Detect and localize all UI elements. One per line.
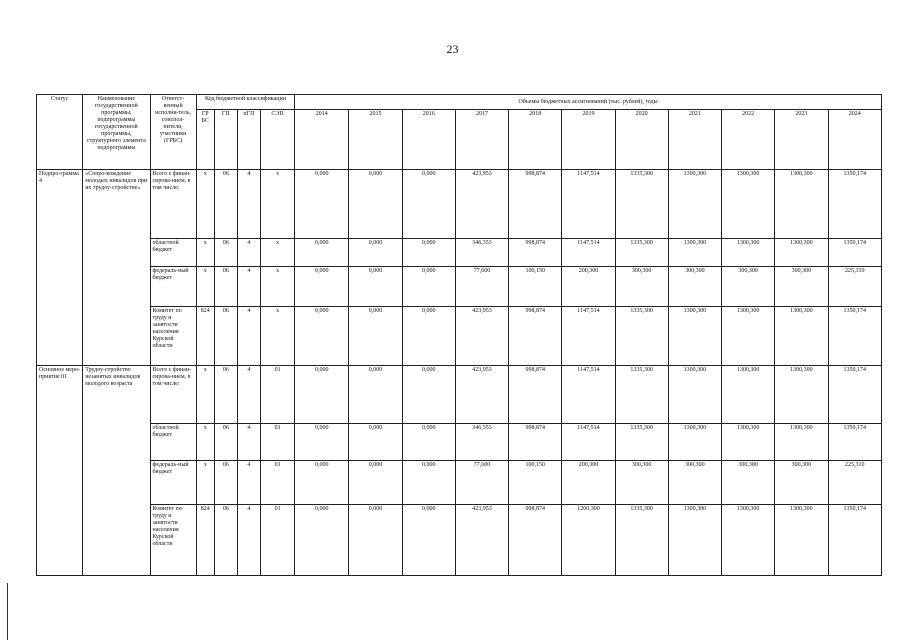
- row-value: 0,000: [402, 170, 455, 239]
- row-code: 4: [237, 238, 260, 266]
- row-value: 1350,174: [828, 424, 882, 460]
- row-value: 0,000: [402, 238, 455, 266]
- row-code: 06: [214, 238, 237, 266]
- block-status: Основное меро-приятие 01: [37, 365, 83, 575]
- row-code: х: [196, 460, 214, 504]
- table-row: [37, 307, 882, 366]
- row-value: 1300,300: [722, 424, 775, 460]
- header-year: 2014: [295, 110, 349, 170]
- row-value: 1147,514: [562, 307, 615, 366]
- row-value: 200,300: [562, 266, 615, 306]
- row-code: х: [260, 238, 294, 266]
- row-code: х: [196, 266, 214, 306]
- row-value: 998,874: [509, 307, 562, 366]
- row-value: 0,000: [349, 266, 402, 306]
- block-name: «Сопро-вождение молодых инвалидов при их трудоу-стройстве»: [83, 170, 150, 366]
- row-value: 1300,300: [775, 424, 828, 460]
- row-value: 423,953: [455, 170, 508, 239]
- row-value: 998,874: [509, 170, 562, 239]
- row-value: 1350,174: [828, 505, 882, 576]
- row-value: 300,300: [668, 266, 721, 306]
- table-row: [37, 170, 882, 239]
- row-value: 225,310: [828, 460, 882, 504]
- row-value: 77,600: [455, 266, 508, 306]
- header-year: 2024: [828, 110, 882, 170]
- row-value: 1300,300: [722, 238, 775, 266]
- row-code: 01: [260, 424, 294, 460]
- row-value: 0,000: [295, 505, 349, 576]
- header-year: 2017: [455, 110, 508, 170]
- header-year: 2020: [615, 110, 668, 170]
- row-value: 1147,514: [562, 170, 615, 239]
- header-year: 2021: [668, 110, 721, 170]
- row-code: 824: [196, 505, 214, 576]
- row-code: 01: [260, 460, 294, 504]
- table-row: [37, 505, 882, 576]
- row-value: 0,000: [402, 460, 455, 504]
- row-value: 100,150: [509, 266, 562, 306]
- row-source: областной бюджет: [150, 238, 196, 266]
- row-value: 0,000: [402, 505, 455, 576]
- row-code: х: [260, 266, 294, 306]
- row-value: 0,000: [349, 170, 402, 239]
- row-code: 06: [214, 307, 237, 366]
- row-value: 1335,300: [615, 424, 668, 460]
- row-value: 0,000: [295, 170, 349, 239]
- row-value: 1300,300: [775, 365, 828, 424]
- row-code: 06: [214, 505, 237, 576]
- row-value: 1335,300: [615, 238, 668, 266]
- row-code: х: [196, 238, 214, 266]
- row-value: 1350,174: [828, 238, 882, 266]
- row-value: 998,874: [509, 365, 562, 424]
- row-value: 1350,174: [828, 170, 882, 239]
- row-value: 0,000: [295, 307, 349, 366]
- row-value: 1335,300: [615, 170, 668, 239]
- row-value: 0,000: [402, 266, 455, 306]
- row-code: 4: [237, 424, 260, 460]
- row-value: 998,874: [509, 424, 562, 460]
- row-value: 423,953: [455, 505, 508, 576]
- row-value: 0,000: [295, 238, 349, 266]
- row-value: 77,600: [455, 460, 508, 504]
- row-value: 0,000: [349, 307, 402, 366]
- header-year: 2018: [509, 110, 562, 170]
- table-row: [37, 424, 882, 460]
- row-value: 200,300: [562, 460, 615, 504]
- row-value: 100,150: [509, 460, 562, 504]
- row-code: х: [196, 424, 214, 460]
- row-value: 1335,300: [615, 505, 668, 576]
- row-value: 1300,300: [722, 307, 775, 366]
- row-code: 06: [214, 460, 237, 504]
- header-year: 2023: [775, 110, 828, 170]
- row-value: 1300,300: [775, 170, 828, 239]
- row-value: 0,000: [349, 424, 402, 460]
- row-value: 300,300: [668, 460, 721, 504]
- row-source: Комитет по труду и занятости населения Курской области: [150, 505, 196, 576]
- header-year: 2015: [349, 110, 402, 170]
- row-source: Комитет по труду и занятости населения Курской области: [150, 307, 196, 366]
- row-value: 300,300: [775, 460, 828, 504]
- row-value: 300,300: [615, 266, 668, 306]
- row-value: 0,000: [402, 307, 455, 366]
- row-value: 1300,300: [668, 365, 721, 424]
- row-value: 1300,300: [722, 505, 775, 576]
- row-value: 0,000: [349, 238, 402, 266]
- row-code: 01: [260, 505, 294, 576]
- header-code-group: Код бюджетной классификации: [196, 95, 294, 110]
- row-value: 0,000: [349, 460, 402, 504]
- row-value: 300,300: [722, 266, 775, 306]
- row-value: 1350,174: [828, 365, 882, 424]
- page-number: 23: [446, 42, 459, 56]
- row-code: 4: [237, 365, 260, 424]
- row-value: 1300,300: [668, 505, 721, 576]
- row-value: 1147,514: [562, 424, 615, 460]
- row-value: 1350,174: [828, 307, 882, 366]
- row-value: 1335,300: [615, 307, 668, 366]
- row-value: 225,310: [828, 266, 882, 306]
- row-code: 4: [237, 266, 260, 306]
- row-code: 4: [237, 307, 260, 366]
- row-source: Всего с финан-сирова-нием, в том числе:: [150, 365, 196, 424]
- row-value: 1300,300: [775, 238, 828, 266]
- header-responsible: Ответст-венный исполни-тель, соиспол-нители, участники (ГРБС): [150, 95, 196, 170]
- row-value: 1147,514: [562, 238, 615, 266]
- row-value: 423,953: [455, 365, 508, 424]
- header-year: 2019: [562, 110, 615, 170]
- row-value: 0,000: [295, 365, 349, 424]
- header-code-col: ГП: [214, 110, 237, 170]
- header-volumes-group: Объемы бюджетных ассигнований (тыс. рублей), годы: [295, 95, 882, 110]
- row-value: 0,000: [295, 424, 349, 460]
- block-name: Трудоу-стройство незанятых инвалидов молодого возраста: [83, 365, 150, 575]
- row-code: 06: [214, 424, 237, 460]
- row-value: 423,953: [455, 307, 508, 366]
- row-code: х: [196, 170, 214, 239]
- row-code: 4: [237, 170, 260, 239]
- row-value: 300,300: [722, 460, 775, 504]
- row-value: 1300,300: [722, 170, 775, 239]
- row-value: 1300,300: [775, 307, 828, 366]
- row-value: 0,000: [402, 424, 455, 460]
- row-code: х: [196, 365, 214, 424]
- row-value: 0,000: [349, 505, 402, 576]
- row-code: х: [260, 307, 294, 366]
- row-source: областной бюджет: [150, 424, 196, 460]
- row-value: 0,000: [402, 365, 455, 424]
- row-source: федераль-ный бюджет: [150, 266, 196, 306]
- row-value: 300,300: [615, 460, 668, 504]
- row-value: 1300,300: [668, 307, 721, 366]
- row-value: 1147,514: [562, 365, 615, 424]
- budget-table: [36, 94, 882, 576]
- row-value: 1300,300: [722, 365, 775, 424]
- row-code: 06: [214, 365, 237, 424]
- row-value: 1300,300: [668, 170, 721, 239]
- row-value: 346,353: [455, 424, 508, 460]
- row-value: 1300,300: [775, 505, 828, 576]
- margin-rule: [7, 583, 8, 640]
- row-value: 0,000: [295, 460, 349, 504]
- row-code: 06: [214, 266, 237, 306]
- header-year: 2016: [402, 110, 455, 170]
- row-value: 1335,300: [615, 365, 668, 424]
- header-status: Статус: [37, 95, 83, 170]
- header-code-col: ГР БС: [196, 110, 214, 170]
- row-value: 998,874: [509, 505, 562, 576]
- row-code: 06: [214, 170, 237, 239]
- row-value: 1300,300: [668, 238, 721, 266]
- table-row: [37, 238, 882, 266]
- row-value: 346,353: [455, 238, 508, 266]
- header-code-col: пГП: [237, 110, 260, 170]
- row-value: 1300,300: [668, 424, 721, 460]
- row-value: 300,300: [775, 266, 828, 306]
- table-row: [37, 266, 882, 306]
- header-year: 2022: [722, 110, 775, 170]
- row-value: 1200,300: [562, 505, 615, 576]
- row-code: 01: [260, 365, 294, 424]
- header-name: Наименование государственной программы, подпрограммы государственной программы, структурного элемента подпрограммы: [83, 95, 150, 170]
- row-code: 4: [237, 460, 260, 504]
- table-row: [37, 365, 882, 424]
- row-value: 0,000: [295, 266, 349, 306]
- row-code: 824: [196, 307, 214, 366]
- row-source: федераль-ный бюджет: [150, 460, 196, 504]
- row-value: 0,000: [349, 365, 402, 424]
- block-status: Подпро-грамма 4: [37, 170, 83, 366]
- row-source: Всего с финан-сирова-нием, в том числе:: [150, 170, 196, 239]
- row-code: х: [260, 170, 294, 239]
- row-value: 998,874: [509, 238, 562, 266]
- table-row: [37, 460, 882, 504]
- row-code: 4: [237, 505, 260, 576]
- header-code-col: СЭП: [260, 110, 294, 170]
